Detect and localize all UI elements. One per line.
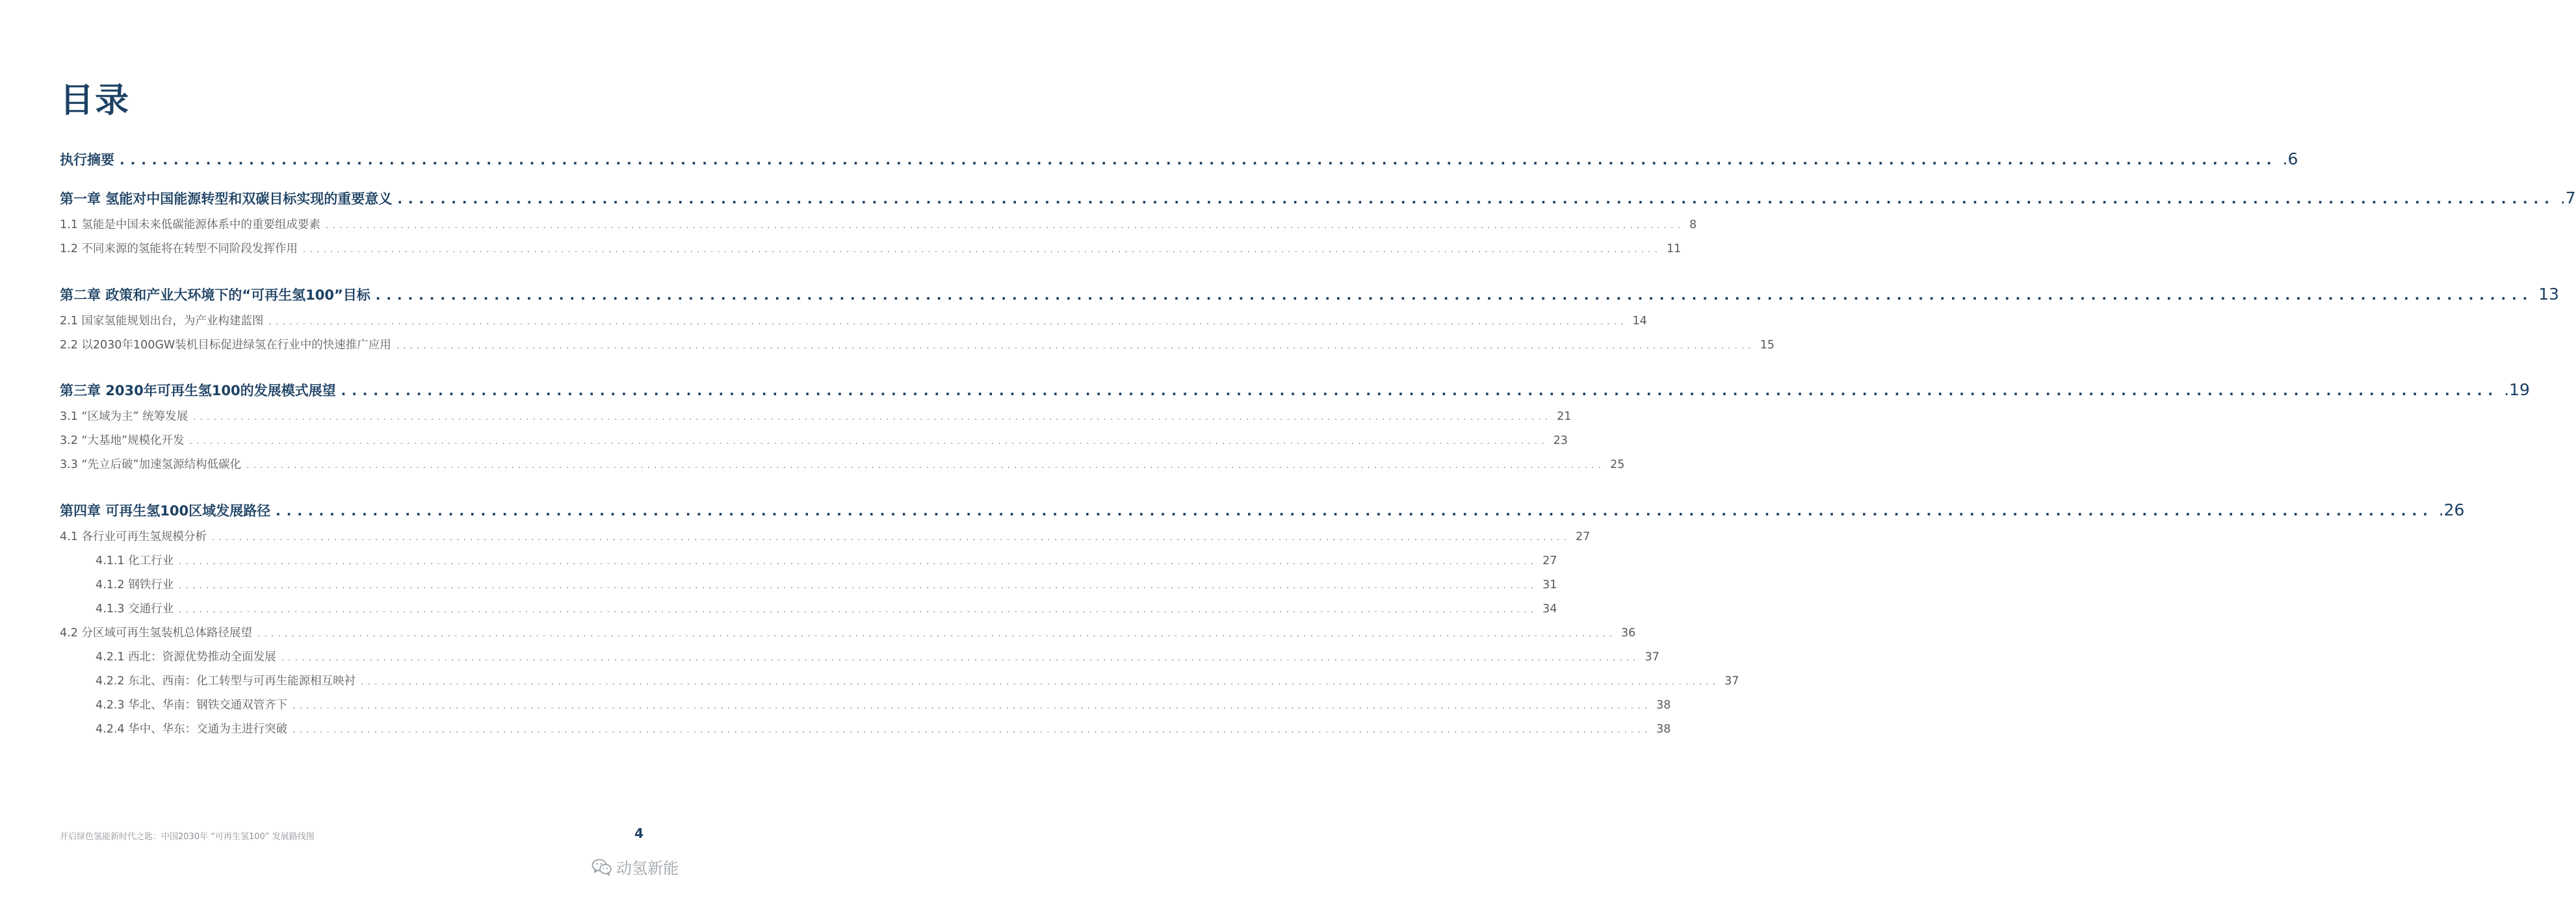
page-title: 目录 [60, 81, 131, 120]
toc-entry-page: 34 [1542, 603, 1557, 616]
toc-entry-page: 38 [1656, 699, 1671, 712]
toc-entry-page: 8 [1689, 218, 1697, 231]
toc-entry-1-2[interactable] [60, 240, 1682, 256]
toc-entry-label: 4.1.1 化工行业 [96, 554, 174, 567]
dot-leader: ........................................................................................................................................................................................................ [293, 725, 1652, 735]
toc-entry-label: 4.2.2 东北、西南：化工转型与可再生能源相互映衬 [96, 675, 356, 688]
toc-entry-page: 23 [1553, 434, 1568, 447]
toc-entry-page: .26 [2438, 500, 2465, 519]
dot-leader: ........................................................................................................................................................................................................ [341, 383, 2499, 398]
dot-leader: ........................................................................................................................................................................................................ [211, 532, 1570, 543]
toc-entry-2-1[interactable] [60, 312, 1647, 328]
toc-entry-chapter-1[interactable] [60, 188, 2576, 208]
dot-leader: ........................................................................................................................................................................................................ [396, 341, 1755, 351]
dot-leader: ........................................................................................................................................................................................................ [276, 503, 2434, 519]
toc-entry-3-2[interactable] [60, 432, 1568, 448]
dot-leader: ........................................................................................................................................................................................................ [325, 220, 1684, 231]
toc-entry-page: 37 [1724, 675, 1739, 688]
dot-leader: ........................................................................................................................................................................................................ [397, 191, 2555, 207]
toc-entry-label: 1.2 不同来源的氢能将在转型不同阶段发挥作用 [60, 242, 298, 255]
dot-leader: ........................................................................................................................................................................................................ [281, 653, 1640, 663]
toc-entry-label: 3.2 “大基地”规模化开发 [60, 434, 185, 447]
toc-entry-label: 第一章 氢能对中国能源转型和双碳目标实现的重要意义 [60, 191, 393, 207]
wechat-icon [592, 858, 612, 876]
toc-entry-label: 第三章 2030年可再生氢100的发展模式展望 [60, 383, 336, 398]
watermark-text: 动氢新能 [616, 859, 679, 878]
toc-entry-label: 4.2.1 西北：资源优势推动全面发展 [96, 651, 276, 664]
toc-entry-2-2[interactable] [60, 336, 1775, 352]
dot-leader: ........................................................................................................................................................................................................ [120, 152, 2278, 168]
dot-leader: ........................................................................................................................................................................................................ [257, 629, 1616, 639]
toc-entry-4-1[interactable] [60, 528, 1591, 544]
toc-entry-4-2-2[interactable] [96, 672, 1739, 688]
toc-entry-page: .7 [2560, 188, 2576, 207]
dot-leader: ........................................................................................................................................................................................................ [375, 287, 2534, 303]
toc-entry-page: 31 [1542, 578, 1557, 592]
toc-entry-label: 4.1.2 钢铁行业 [96, 578, 174, 592]
toc-entry-label: 第四章 可再生氢100区域发展路径 [60, 503, 271, 519]
toc-entry-label: 4.1.3 交通行业 [96, 603, 174, 616]
watermark [592, 855, 679, 878]
toc-entry-page: 11 [1666, 242, 1682, 255]
dot-leader: ........................................................................................................................................................................................................ [361, 677, 1720, 687]
toc-entry-page: 38 [1656, 723, 1671, 736]
toc-entry-page: 21 [1557, 410, 1572, 423]
toc-entry-page: 14 [1632, 315, 1647, 328]
toc-entry-4-2-1[interactable] [96, 648, 1659, 664]
toc-entry-label: 4.2.3 华北、华南：钢铁交通双管齐下 [96, 699, 288, 712]
footer-report-title: 开启绿色氢能新时代之匙：中国2030年 “可再生氢100” 发展路线图 [60, 832, 315, 842]
toc-entry-page: 15 [1760, 339, 1775, 352]
toc-entry-label: 执行摘要 [60, 152, 114, 168]
toc-entry-page: 36 [1620, 627, 1636, 640]
toc-entry-label: 3.1 “区域为主” 统筹发展 [60, 410, 189, 423]
toc-entry-page: 27 [1542, 554, 1557, 567]
dot-leader: ........................................................................................................................................................................................................ [246, 460, 1606, 471]
dot-leader: ........................................................................................................................................................................................................ [302, 244, 1661, 255]
toc-entry-page: 25 [1610, 458, 1625, 471]
dot-leader: ........................................................................................................................................................................................................ [179, 604, 1538, 615]
toc-entry-label: 2.1 国家氢能规划出台，为产业构建蓝图 [60, 315, 264, 328]
toc-entry-page: 13 [2538, 285, 2560, 304]
toc-entry-4-1-1[interactable] [96, 552, 1557, 568]
toc-entry-label: 3.3 “先立后破”加速氢源结构低碳化 [60, 458, 242, 471]
toc-entry-4-2-3[interactable] [96, 696, 1671, 712]
toc-entry-1-1[interactable] [60, 216, 1697, 232]
toc-entry-page: 27 [1575, 530, 1591, 543]
toc-entry-page: .19 [2504, 380, 2530, 399]
toc-entry-4-1-3[interactable] [96, 600, 1557, 616]
toc-entry-3-1[interactable] [60, 408, 1572, 424]
toc-entry-4-2-4[interactable] [96, 720, 1671, 736]
dot-leader: ........................................................................................................................................................................................................ [179, 556, 1538, 567]
toc-entry-executive-summary[interactable] [60, 150, 2298, 169]
toc-entry-3-3[interactable] [60, 456, 1625, 472]
dot-leader: ........................................................................................................................................................................................................ [268, 317, 1628, 327]
toc-entry-label: 4.2.4 华中、华东：交通为主进行突破 [96, 723, 288, 736]
toc-entry-chapter-4[interactable] [60, 500, 2465, 520]
toc-entry-label: 第二章 政策和产业大环境下的“可再生氢100”目标 [60, 287, 371, 303]
toc-entry-page: .6 [2282, 150, 2298, 168]
toc-entry-label: 2.2 以2030年100GW装机目标促进绿氢在行业中的快速推广应用 [60, 339, 391, 352]
dot-leader: ........................................................................................................................................................................................................ [189, 436, 1548, 447]
toc-entry-chapter-2[interactable] [60, 285, 2560, 304]
toc-entry-label: 4.2 分区域可再生氢装机总体路径展望 [60, 627, 252, 640]
toc-entry-label: 1.1 氢能是中国未来低碳能源体系中的重要组成要素 [60, 218, 320, 231]
dot-leader: ........................................................................................................................................................................................................ [293, 701, 1652, 711]
toc-entry-4-1-2[interactable] [96, 576, 1557, 592]
footer-page-number: 4 [634, 826, 644, 841]
toc-entry-page: 37 [1645, 651, 1659, 664]
dot-leader: ........................................................................................................................................................................................................ [179, 580, 1538, 591]
toc-entry-label: 4.1 各行业可再生氢规模分析 [60, 530, 207, 543]
toc-entry-chapter-3[interactable] [60, 380, 2530, 400]
toc-entry-4-2[interactable] [60, 624, 1636, 640]
dot-leader: ........................................................................................................................................................................................................ [193, 412, 1552, 422]
